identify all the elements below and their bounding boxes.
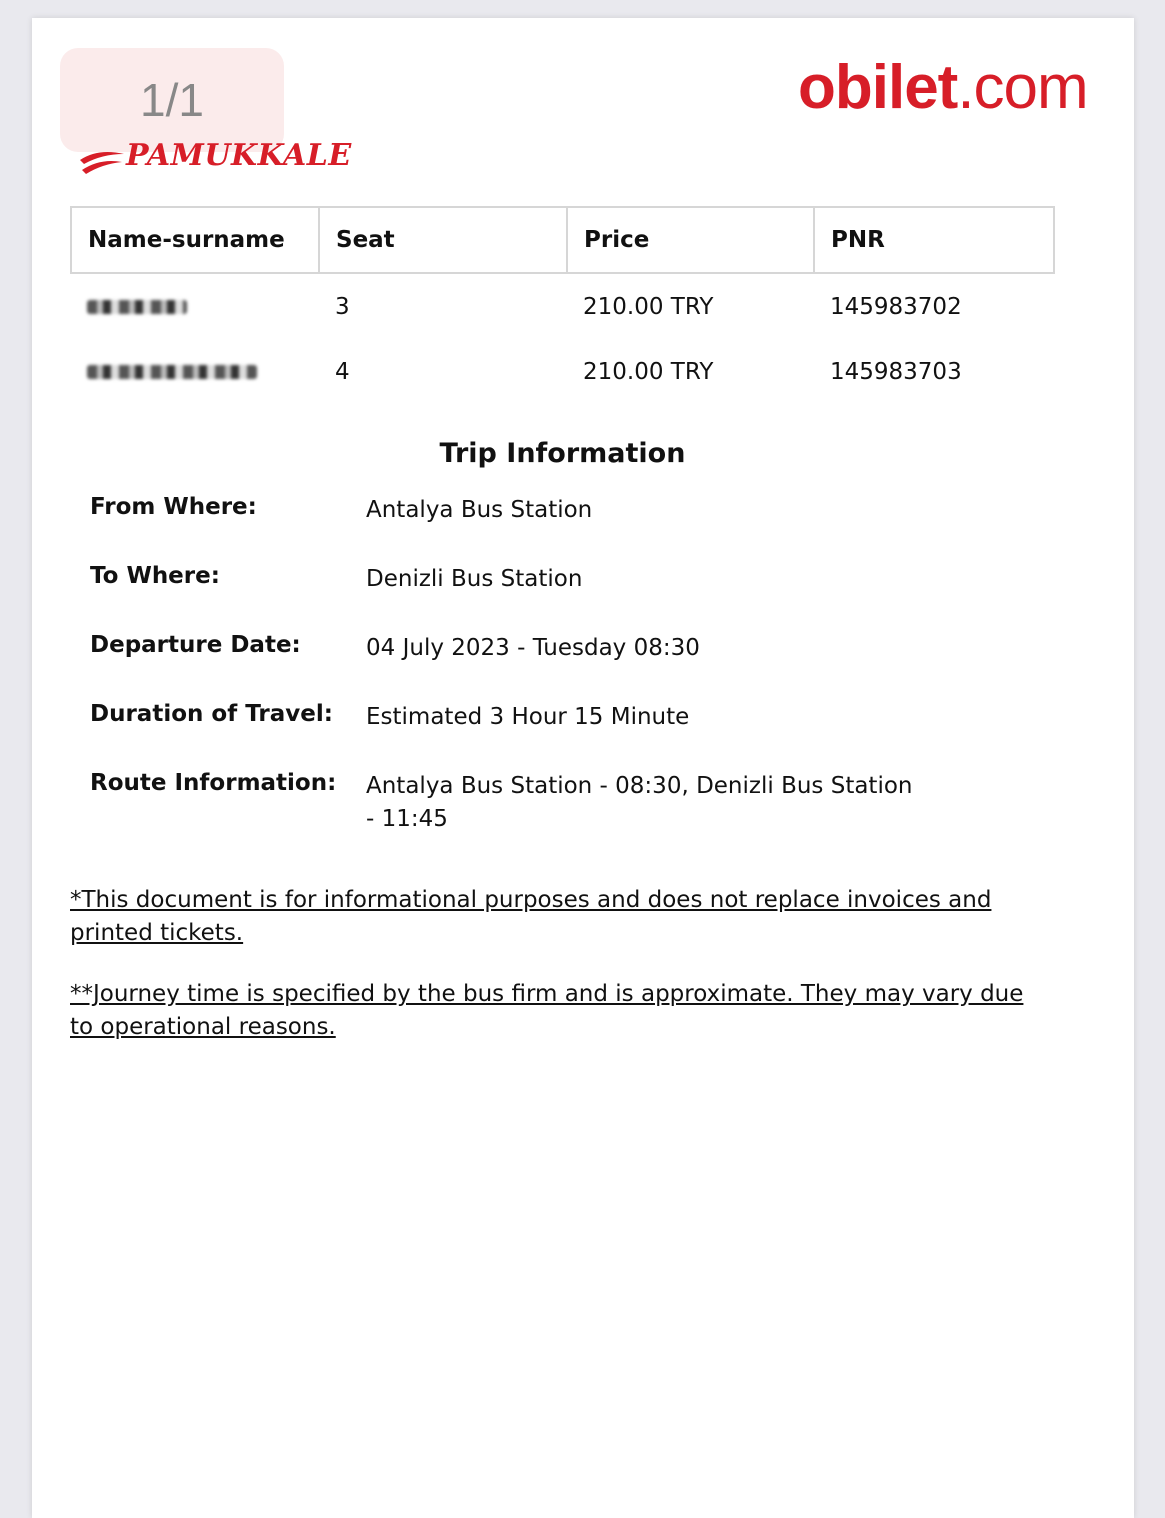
brand-suffix: .com (957, 53, 1088, 122)
trip-label: Departure Date: (90, 632, 301, 658)
column-header-price: Price (567, 207, 814, 273)
journey-time-note: **Journey time is specified by the bus firm and is approximate. They may vary due to operational reasons. (70, 981, 1024, 1040)
trip-label: Duration of Travel: (90, 701, 333, 727)
column-header-pnr: PNR (814, 207, 1054, 273)
operator-name: PAMUKKALE (126, 138, 352, 173)
trip-value: Denizli Bus Station (366, 566, 583, 592)
seat-cell: 3 (335, 293, 350, 320)
passenger-name-redacted (71, 273, 319, 339)
trip-value: Estimated 3 Hour 15 Minute (366, 704, 690, 730)
trip-information-heading: Trip Information (439, 438, 686, 469)
price-cell: 210.00 TRY (583, 293, 714, 320)
trip-value: Antalya Bus Station (366, 497, 593, 523)
column-header-seat: Seat (319, 207, 567, 273)
column-header-name: Name-surname (71, 207, 319, 273)
trip-value: 04 July 2023 - Tuesday 08:30 (366, 635, 700, 661)
trip-label: To Where: (90, 563, 220, 589)
table-header-row (71, 207, 1054, 273)
trip-value: Antalya Bus Station - 08:30, Denizli Bus Station - 11:45 (366, 773, 913, 832)
passenger-name-redacted (71, 339, 319, 404)
table-row (71, 339, 1054, 404)
pamukkale-logo (78, 138, 352, 180)
brand-prefix: obilet (798, 53, 958, 122)
seat-cell: 4 (335, 358, 350, 385)
obilet-logo (798, 52, 1088, 123)
trip-label: From Where: (90, 494, 257, 520)
page-counter-badge: 1/1 (60, 48, 284, 152)
trip-label: Route Information: (90, 770, 337, 796)
disclaimer-note: *This document is for informational purposes and does not replace invoices and printed tickets. (70, 887, 992, 946)
price-cell: 210.00 TRY (583, 358, 714, 385)
pnr-cell: 145983702 (830, 293, 962, 320)
pnr-cell: 145983703 (830, 358, 962, 385)
passenger-table (70, 206, 1055, 404)
pamukkale-swoosh-icon (78, 146, 126, 178)
table-row (71, 273, 1054, 339)
